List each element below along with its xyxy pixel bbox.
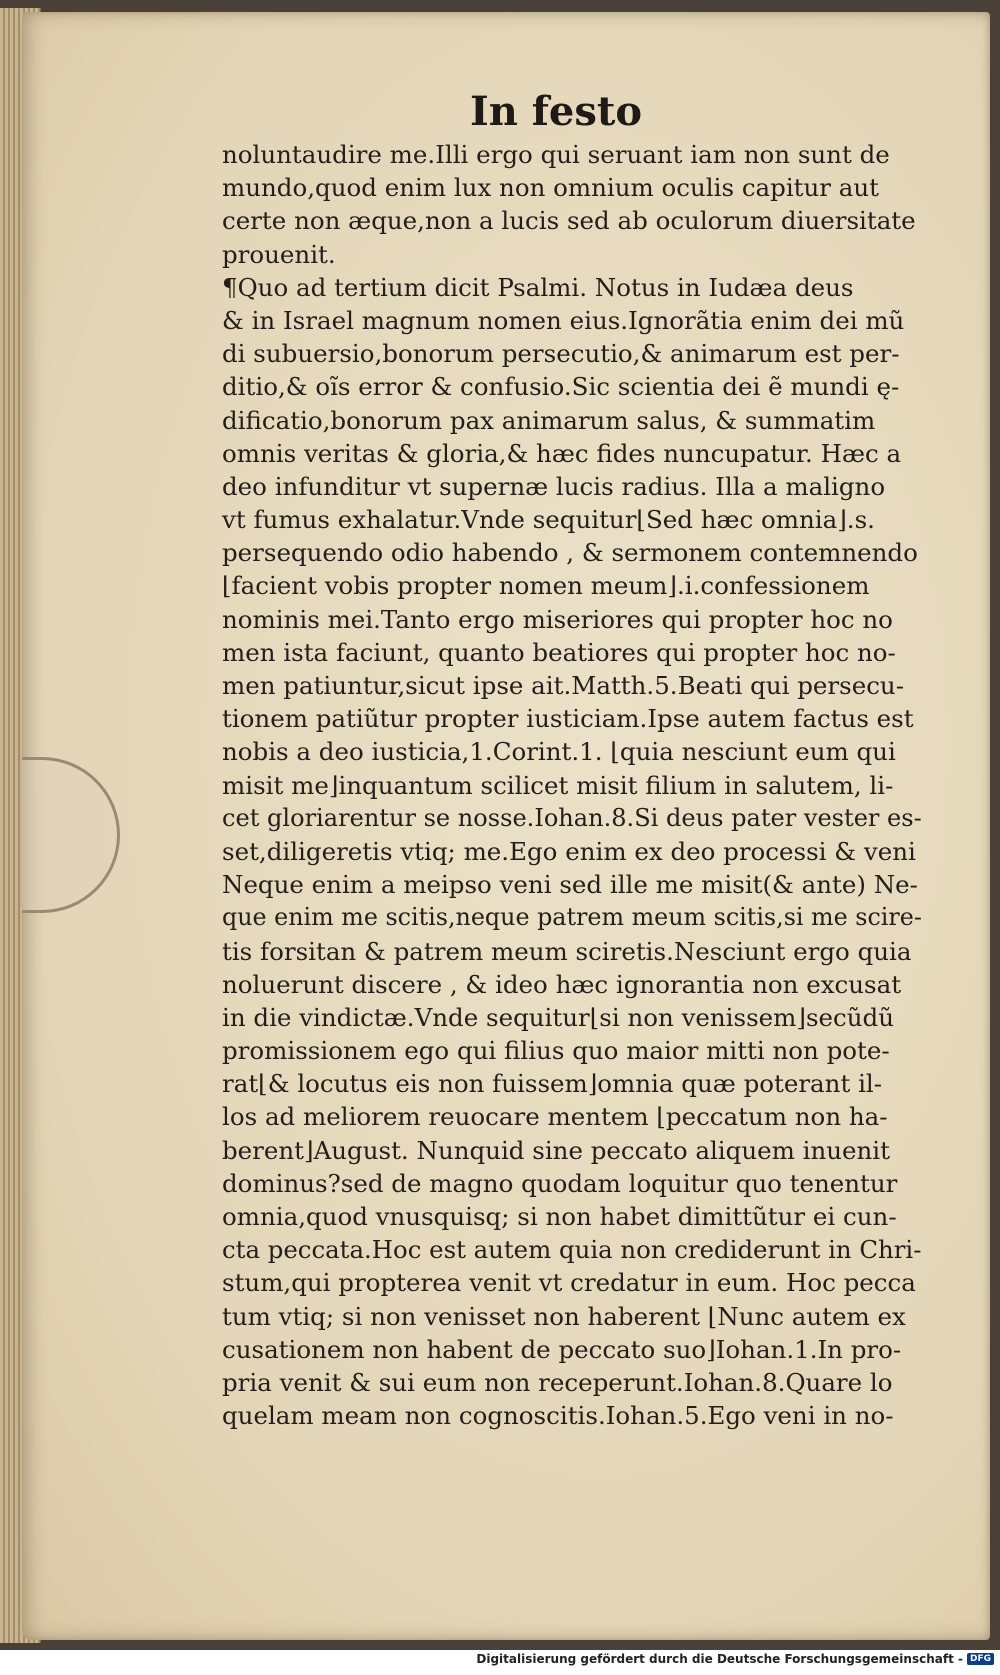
text-line: misit me⌋inquantum scilicet misit filium in salutem, li- — [222, 770, 894, 800]
text-line: dificatio,bonorum pax animarum salus, & summatim — [222, 405, 876, 435]
footer-credit — [476, 1652, 994, 1666]
text-line: que enim me scitis,neque patrem meum scitis,si me scire- — [222, 903, 922, 932]
footer-text: Digitalisierung gefördert durch die Deutsche Forschungsgemeinschaft - — [476, 1652, 963, 1666]
text-line: deo infunditur vt supernæ lucis radius. Illa a maligno — [222, 471, 886, 501]
text-line: pria venit & sui eum non receperunt.Iohan.8.Quare lo — [222, 1367, 893, 1397]
text-line: cusationem non habent de peccato suo⌋Iohan.1.In pro- — [222, 1334, 902, 1364]
text-line: cet gloriarentur se nosse.Iohan.8.Si deus pater vester es- — [222, 803, 922, 832]
text-line: persequendo odio habendo , & sermonem contemnendo — [222, 538, 918, 568]
text-line: quelam meam non cognoscitis.Iohan.5.Ego veni in no- — [222, 1401, 894, 1431]
text-line: tionem patiũtur propter iusticiam.Ipse autem factus est — [222, 704, 914, 734]
text-line: omnia,quod vnusquisq; si non habet dimittũtur ei cun- — [222, 1202, 897, 1231]
running-header: In festo — [470, 88, 643, 135]
text-line: rat⌊& locutus eis non fuissem⌋omnia quæ poterant il- — [222, 1069, 883, 1099]
text-line: di subuersio,bonorum persecutio,& animarum est per- — [222, 339, 900, 369]
text-line: Neque enim a meipso veni sed ille me misit(& ante) Ne- — [222, 870, 918, 900]
text-line: men patiuntur,sicut ipse ait.Matth.5.Beati qui persecu- — [222, 671, 904, 700]
page-clip — [22, 757, 120, 913]
text-line: & in Israel magnum nomen eius.Ignorãtia enim dei mũ — [222, 305, 905, 335]
text-line: vt fumus exhalatur.Vnde sequitur⌊Sed hæc omnia⌋.s. — [222, 505, 875, 535]
text-line: stum,qui propterea venit vt credatur in eum. Hoc pecca — [222, 1268, 916, 1298]
text-line: los ad meliorem reuocare mentem ⌊peccatum non ha- — [222, 1102, 888, 1132]
text-line: noluntaudire me.Illi ergo qui seruant iam non sunt de — [222, 140, 890, 169]
text-line: noluerunt discere , & ideo hæc ignorantia non excusat — [222, 969, 902, 999]
text-line: set,diligeretis vtiq; me.Ego enim ex deo processi & veni — [222, 836, 916, 866]
text-line: tis forsitan & patrem meum sciretis.Nesciunt ergo quia — [222, 936, 912, 966]
text-line: tum vtiq; si non venisset non haberent ⌊Nunc autem ex — [222, 1301, 906, 1331]
text-line: promissionem ego qui filius quo maior mitti non pote- — [222, 1036, 890, 1066]
text-line: omnis veritas & gloria,& hæc fides nuncupatur. Hæc a — [222, 438, 902, 468]
text-line: nominis mei.Tanto ergo miseriores qui propter hoc no — [222, 604, 893, 634]
text-line: certe non æque,non a lucis sed ab oculorum diuersitate — [222, 206, 916, 236]
dfg-logo-icon: DFG — [967, 1653, 994, 1665]
text-line: nobis a deo iusticia,1.Corint.1. ⌊quia nesciunt eum qui — [222, 737, 896, 767]
text-line: cta peccata.Hoc est autem quia non crediderunt in Chri- — [222, 1235, 922, 1265]
text-line: mundo,quod enim lux non omnium oculis capitur aut — [222, 173, 880, 203]
text-line: ¶Quo ad tertium dicit Psalmi. Notus in Iudæa deus — [222, 272, 854, 302]
text-line: in die vindictæ.Vnde sequitur⌊si non venissem⌋secũdũ — [222, 1002, 894, 1032]
body-text — [222, 138, 932, 1432]
text-line: men ista faciunt, quanto beatiores qui propter hoc no- — [222, 637, 896, 667]
text-line: berent⌋August. Nunquid sine peccato aliquem inuenit — [222, 1135, 890, 1165]
text-line: ditio,& oĩs error & confusio.Sic scientia dei ẽ mundi ę- — [222, 372, 900, 402]
text-line: ⌊facient vobis propter nomen meum⌋.i.confessionem — [222, 571, 870, 601]
text-line: dominus?sed de magno quodam loquitur quo tenentur — [222, 1168, 898, 1198]
text-line: prouenit. — [222, 239, 336, 269]
